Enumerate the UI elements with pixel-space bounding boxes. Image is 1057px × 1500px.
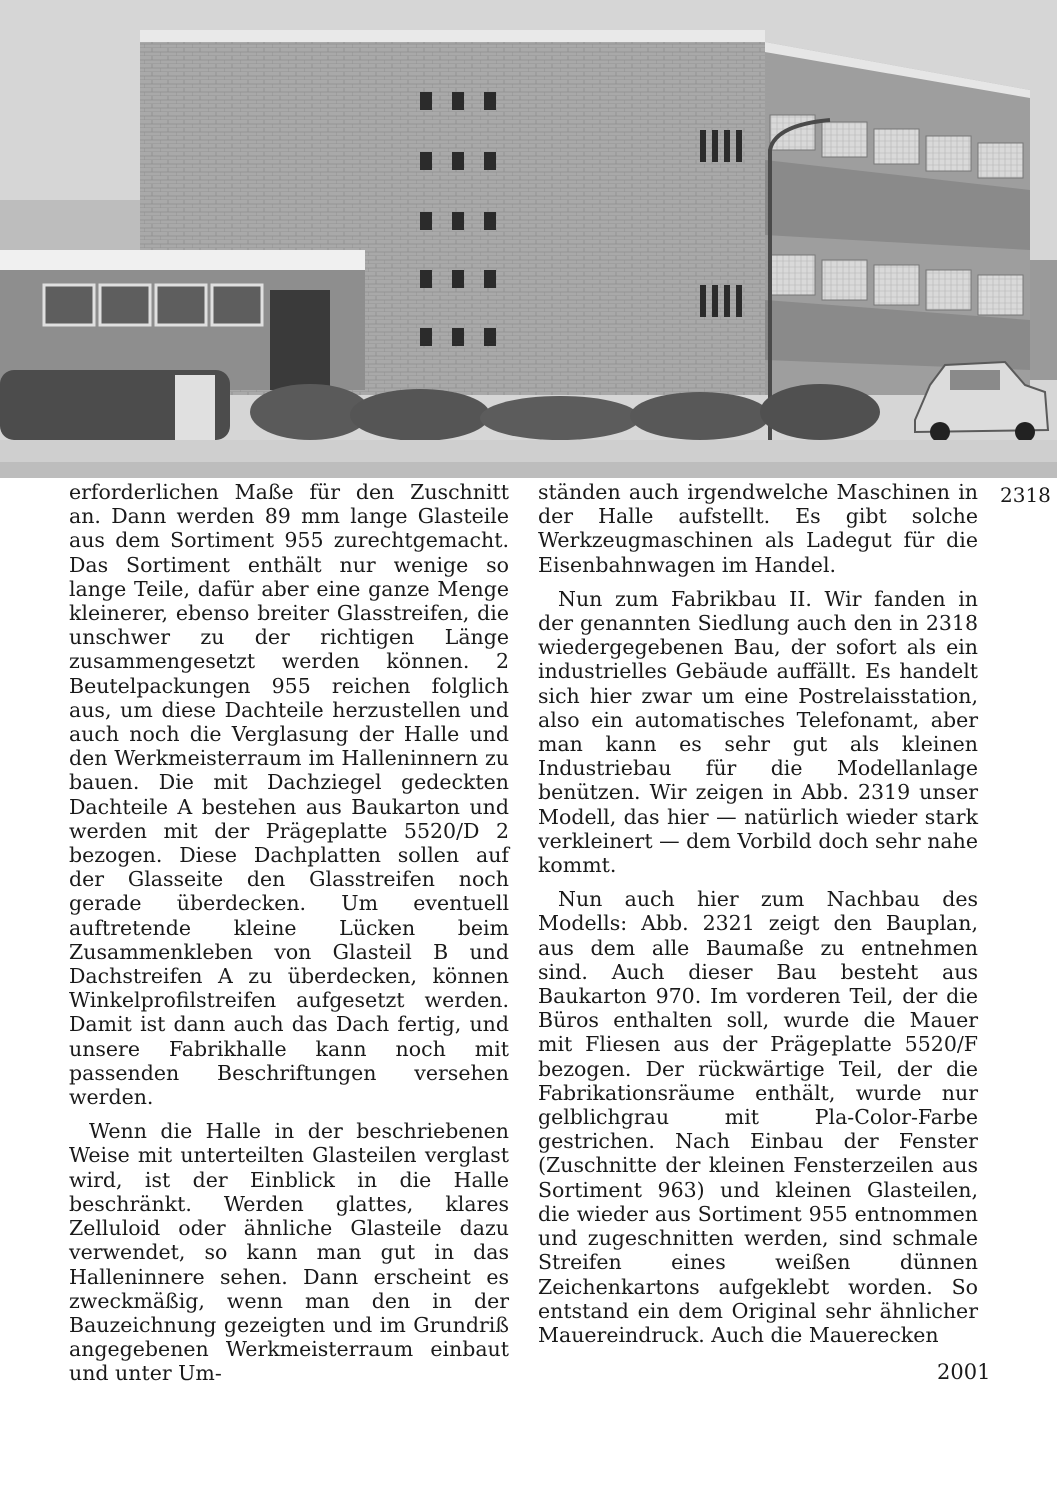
- text-column-left: [69, 480, 509, 1396]
- building-photo: [0, 0, 1057, 478]
- paragraph: ständen auch irgendwelche Maschinen in der Halle aufstellt. Es gibt solche Werkzeugmaschinen als Ladegut für die Eisenbahnwagen im Handel.: [538, 480, 978, 577]
- text-column-right: [538, 480, 978, 1357]
- paragraph: erforderlichen Maße für den Zuschnitt an. Dann werden 89 mm lange Glasteile aus dem Sortiment 955 zurechtgemacht. Das Sortiment enthält nur wenige so lange Teile, dafür aber eine ganze Menge kleinerer, ebenso breiter Glasstreifen, die unschwer zu der richtigen Länge zusammengesetzt werden können. 2 Beutelpackungen 955 reichen folglich aus, um diese Dachteile herzustellen und auch noch die Verglasung der Halle und den Werkmeisterraum im Halleninnern zu bauen. Die mit Dachziegel gedeckten Dachteile A bestehen aus Baukarton und werden mit der Prägeplatte 5520/D 2 bezogen. Diese Dachplatten sollen auf der Glasseite den Glasstreifen noch gerade überdecken. Um eventuell auftretende kleine Lücken beim Zusammenkleben von Glasteil B und Dachstreifen A zu überdecken, können Winkelprofilstreifen aufgesetzt werden. Damit ist dann auch das Dach fertig, und unsere Fabrikhalle kann noch mit passenden Beschriftungen versehen werden.: [69, 480, 509, 1110]
- paragraph: Nun auch hier zum Nachbau des Modells: Abb. 2321 zeigt den Bauplan, aus dem alle Baumaße zu entnehmen sind. Auch dieser Bau besteht aus Baukarton 970. Im vorderen Teil, der die Büros enthalten soll, wurde die Mauer mit Fliesen aus der Prägeplatte 5520/F bezogen. Der rückwärtige Teil, der die Fabrikationsräume enthält, wurde nur gelblichgrau mit Pla-Color-Farbe gestrichen. Nach Einbau der Fenster (Zuschnitte der kleinen Fensterzeilen aus Sortiment 963) und kleinen Glasteilen, die wieder aus Sortiment 955 entnommen und zugeschnitten werden, sind schmale Streifen eines weißen dünnen Zeichenkartons aufgeklebt worden. So entstand ein dem Original sehr ähnlicher Mauereindruck. Auch die Mauerecken: [538, 887, 978, 1347]
- page-number: 2001: [937, 1360, 991, 1384]
- paragraph: Nun zum Fabrikbau II. Wir fanden in der genannten Siedlung auch den in 2318 wiedergegebenen Bau, der sofort als ein industrielles Gebäude auffällt. Es handelt sich hier zwar um eine Postrelaisstation, also ein automatisches Telefonamt, aber man kann es sehr gut als kleinen Industriebau für die Modellanlage benützen. Wir zeigen in Abb. 2319 unser Modell, das hier — natürlich wieder stark verkleinert — dem Vorbild doch sehr nahe kommt.: [538, 586, 978, 878]
- paragraph: Wenn die Halle in der beschriebenen Weise mit unterteilten Glasteilen verglast wird, ist der Einblick in die Halle beschränkt. Werden glattes, klares Zelluloid oder ähnliche Glasteile dazu verwendet, so kann man gut in das Halleninnere sehen. Dann erscheint es zweckmäßig, wenn man den in der Bauzeichnung gezeigten und im Grundriß angegebenen Werkmeisterraum einbaut und unter Um-: [69, 1119, 509, 1386]
- figure-number: 2318: [1000, 483, 1051, 507]
